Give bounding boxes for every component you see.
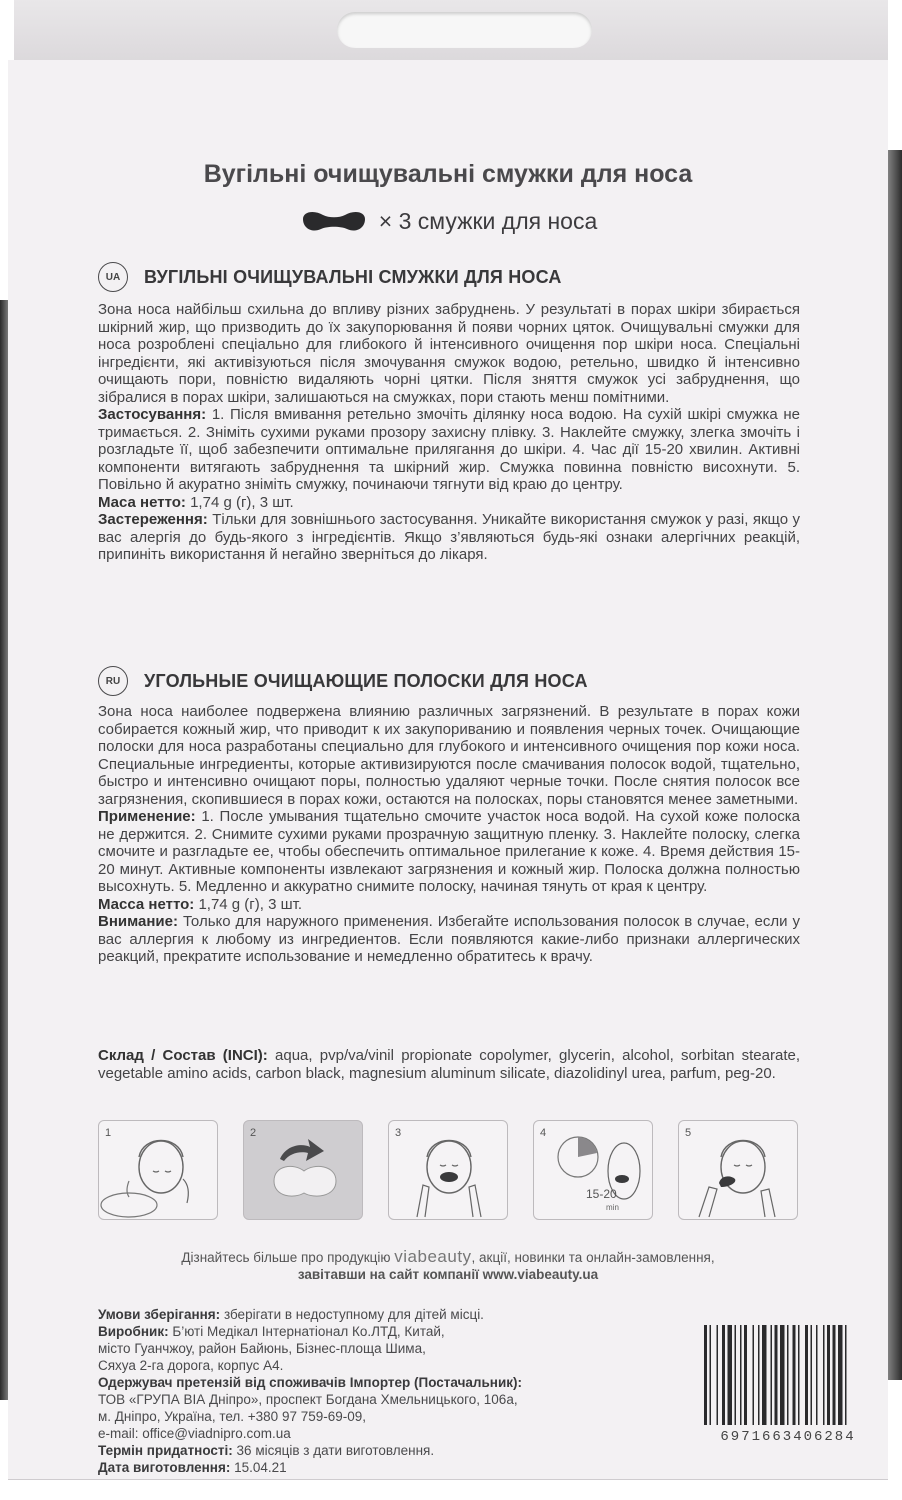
barcode-bar: [816, 1325, 818, 1425]
maker-line2: місто Гуанчжоу, район Байюнь, Бізнес-площа Шима,: [98, 1341, 426, 1356]
ru-warning-label: Внимание:: [98, 913, 178, 930]
barcode-bar: [744, 1325, 747, 1425]
ua-badge: UA: [98, 262, 128, 292]
barcode-bar: [811, 1325, 813, 1425]
ua-usage-label: Застосування:: [98, 406, 207, 423]
barcode-bar: [838, 1325, 843, 1425]
step-4-number: 4: [540, 1127, 547, 1139]
barcode-bar: [762, 1325, 767, 1425]
step-2-peel-film-icon: [243, 1120, 363, 1220]
maker-text: Б’юті Медікал Інтернатіонал Ко.ЛТД, Китай,: [172, 1324, 445, 1339]
ru-section-title: УГОЛЬНЫЕ ОЧИЩАЮЩИЕ ПОЛОСКИ ДЛЯ НОСА: [144, 670, 588, 691]
apply-strip-illustration: [389, 1121, 509, 1221]
composition-label: Склад / Состав (INCI):: [98, 1047, 268, 1064]
barcode-bar: [780, 1325, 785, 1425]
ua-usage-text: 1. Після вмивання ретельно змочіть ділянку носа водою. На сухій шкірі смужка не тримається. 2. Зніміть сухими руками прозору захисну плівку. 3. Наклейте смужку, злегка змочіть і розгладьте її, щоб забезпечити оптимальне прилягання до шкіри. 4. Час дії 15-20 хвилин. Активні компоненти витягають забруднення та шкірний жир. Смужка повинна повністю висохнути. 5. Повільно й акуратно зніміть смужку, починаючи тягнути від краю до центру.: [98, 406, 800, 493]
usage-steps: [98, 1120, 798, 1220]
more-info: [98, 1248, 798, 1283]
maker-label: Виробник:: [98, 1324, 169, 1339]
barcode-bar: [823, 1325, 825, 1425]
more-info-line2: завітавши на сайт компанії www.viabeauty.ua: [297, 1267, 599, 1282]
barcode-bar: [710, 1325, 712, 1425]
ru-usage-text: 1. После умывания тщательно смочите участок носа водой. На сухой коже полоска не держится. 2. Снимите сухими руками прозрачную защитную пленку. 3. Наклейте полоску, слегка смочите и разгладьте ее, чтобы обеспечить оптимальное прилегание к коже. 4. Время действия 15-20 минут. Активные компоненты извлекают загрязнения и кожный жир. Полоска должна полностью высохнуть. 5. Медленно и аккуратно снимите полоску, начиная тянуть от края к центру.: [98, 808, 800, 895]
importer-line3: e-mail: office@viadnipro.com.ua: [98, 1426, 291, 1441]
more-info-pre: Дізнайтесь більше про продукцію: [181, 1250, 391, 1265]
barcode: [698, 1325, 878, 1455]
made-text: 15.04.21: [234, 1460, 287, 1475]
barcode-bar: [845, 1325, 847, 1425]
ua-section-title: ВУГІЛЬНІ ОЧИЩУВАЛЬНІ СМУЖКИ ДЛЯ НОСА: [144, 266, 562, 287]
ru-intro: Зона носа наиболее подвержена влиянию различных загрязнений. В результате в порах кожи собирается кожный жир, что приводит к их закупориванию и появления черных точек. Очищающие полоски для носа разработаны специально для глубокого и интенсивного очищения пор кожи носа. Специальные ингредиенты, которые активизируются после смачивания полосок водой, тщательно, быстро и интенсивно очищают поры, полностью удаляют черные точки. После снятия полосок все загрязнения, скопившиеся в порах кожи, остаются на полосках, поры становятся менее заметными.: [98, 703, 800, 808]
storage-text: зберігати в недоступному для дітей місці.: [223, 1307, 484, 1322]
importer-line1: ТОВ «ГРУПА ВІА Дніпро», проспект Богдана Хмельницького, 106а,: [98, 1392, 518, 1407]
ua-section-header: [98, 262, 798, 292]
ua-warning-text: Тільки для зовнішнього застосування. Уникайте використання смужок у разі, якщо у вас алергія до будь-якого з інгредієнтів. Якщо з’являються будь-які ознаки алергічних реакцій, припиніть використання й негайно зверніться до лікаря.: [98, 511, 800, 563]
ua-mass-text: 1,74 g (г), 3 шт.: [190, 493, 294, 511]
barcode-bar: [798, 1325, 800, 1425]
step-5-remove-icon: [678, 1120, 798, 1220]
shelf-text: 36 місяців з дати виготовлення.: [236, 1443, 435, 1458]
importer-label: Одержувач претензій від споживачів Імпортер (Постачальник):: [98, 1375, 522, 1390]
step-2-number: 2: [250, 1127, 257, 1139]
barcode-bar: [704, 1325, 707, 1425]
wait-time: 15-20: [586, 1187, 617, 1201]
barcode-bar: [753, 1325, 755, 1425]
step-3-apply-icon: [388, 1120, 508, 1220]
brand-logo: viabeauty: [394, 1247, 472, 1266]
step-5-number: 5: [685, 1127, 692, 1139]
ru-mass-label: Масса нетто:: [98, 895, 195, 913]
barcode-bar: [758, 1325, 760, 1425]
maker-line3: Сяхуа 2-га дорога, корпус А4.: [98, 1358, 284, 1373]
step-4-wait-icon: [533, 1120, 653, 1220]
legal-info: [98, 1306, 638, 1476]
more-info-post: , акції, новинки та онлайн-замовлення,: [471, 1250, 715, 1265]
barcode-bar: [740, 1325, 742, 1425]
product-title: Вугільні очищувальні смужки для носа: [203, 160, 693, 188]
barcode-number: 6971663406284: [720, 1429, 856, 1445]
barcode-bar: [833, 1325, 836, 1425]
barcode-bar: [787, 1325, 789, 1425]
barcode-bars: [698, 1325, 878, 1429]
composition-text: aqua, pvp/va/vinil propionate copolymer, glycerin, alcohol, sorbitan stearate, vegetable amino acids, carbon black, magnesium aluminum silicate, diazolidinyl urea, parfum, peg-20.: [98, 1047, 801, 1082]
hanger-tab: [14, 0, 888, 60]
barcode-bar: [735, 1325, 737, 1425]
strip-peel-illustration: [244, 1121, 364, 1221]
barcode-bar: [771, 1325, 773, 1425]
composition: [98, 1047, 800, 1082]
step-1-wash-icon: [98, 1120, 218, 1220]
ua-description: [98, 301, 800, 564]
made-label: Дата виготовлення:: [98, 1460, 231, 1475]
ru-mass-text: 1,74 g (г), 3 шт.: [198, 895, 303, 913]
strip-count-row: [98, 208, 798, 235]
step-1-number: 1: [105, 1127, 112, 1139]
barcode-bar: [805, 1325, 808, 1425]
barcode-bar: [775, 1325, 778, 1425]
remove-strip-illustration: [679, 1121, 799, 1221]
barcode-bar: [827, 1325, 830, 1425]
wait-time-unit: min: [606, 1203, 619, 1212]
barcode-bar: [717, 1325, 719, 1425]
package-back: [8, 60, 888, 1480]
ua-mass-label: Маса нетто:: [98, 493, 186, 511]
timer-illustration: [534, 1121, 654, 1221]
strip-count-label: × 3 смужки для носа: [378, 208, 598, 234]
ru-description: [98, 703, 800, 966]
hanger-hole: [337, 12, 592, 48]
storage-label: Умови зберігання:: [98, 1307, 221, 1322]
face-wash-illustration: [99, 1121, 219, 1221]
nose-strip-icon: [299, 209, 369, 235]
barcode-bar: [793, 1325, 796, 1425]
importer-line2: м. Дніпро, Україна, тел. +380 97 759-69-09,: [98, 1409, 367, 1424]
barcode-bar: [722, 1325, 725, 1425]
ua-warning-label: Застереження:: [98, 511, 208, 528]
ru-badge: RU: [98, 666, 128, 696]
ua-intro: Зона носа найбільш схильна до впливу різних забруднень. У результаті в порах шкіри збирається шкірний жир, що призводить до їх закупорювання й появи чорних цяток. Очищувальні смужки для носа розроблені спеціально для глибокого й інтенсивного очищення пор шкіри носа. Спеціальні інгредієнти, які активізуються після змочування смужок водою, ретельно, швидко й інтенсивно очищають пори, повністю видаляють чорні цятки. Після зняття смужок усі забруднення, що зібралися в порах шкіри, залишаються на смужках, пори стають менш помітними.: [98, 301, 800, 406]
shelf-label: Термін придатності:: [98, 1443, 233, 1458]
ru-usage-label: Применение:: [98, 808, 196, 825]
barcode-bar: [728, 1325, 733, 1425]
step-3-number: 3: [395, 1127, 402, 1139]
ru-section-header: [98, 666, 798, 696]
ru-warning-text: Только для наружного применения. Избегайте использования полосок в случае, если у вас аллергия к любому из ингредиентов. Если появляются какие-либо признаки аллергических реакций, прекратите использование и немедленно обратитесь к врачу.: [98, 913, 800, 965]
